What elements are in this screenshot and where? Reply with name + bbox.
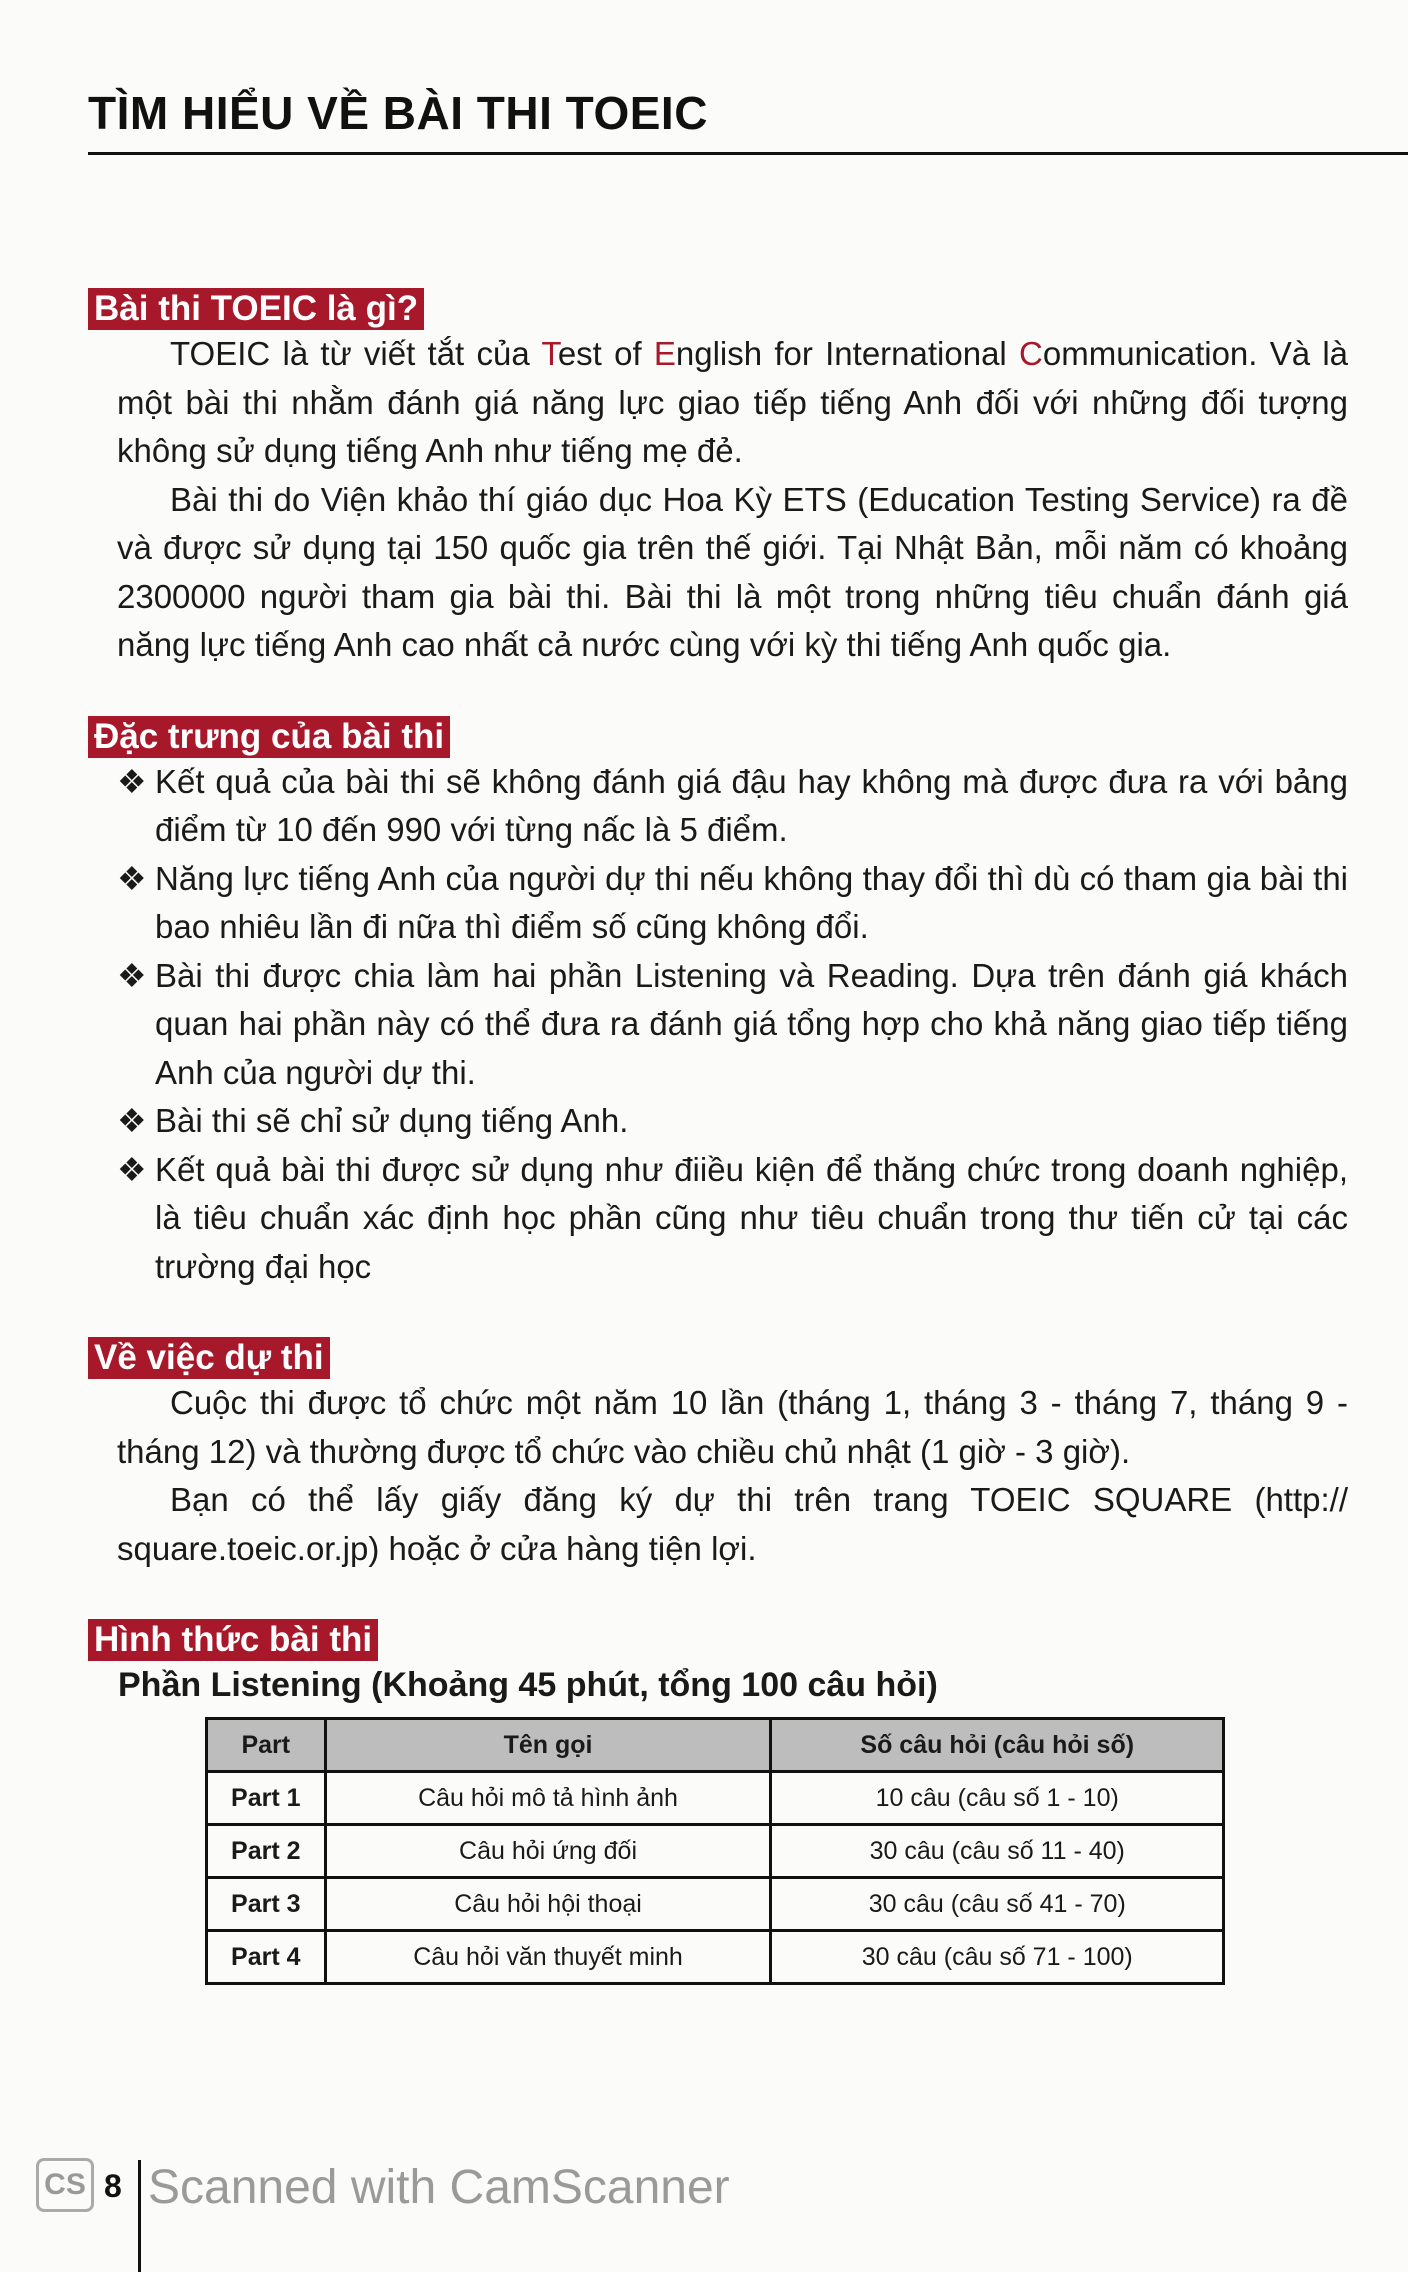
section-format [88,1619,1348,1985]
column-header: Số câu hỏi (câu hỏi số) [771,1719,1224,1772]
table-row [207,1878,1224,1931]
cell: Part 2 [207,1825,326,1878]
watermark: Scanned with CamScanner [148,2161,730,2214]
paragraph: Cuộc thi được tổ chức một năm 10 lần (tháng 1, tháng 3 - tháng 7, tháng 9 - tháng 12) và thường được tổ chức vào chiều chủ nhật (1 giờ - 3 giờ). [117,1384,1348,1470]
table-row [207,1825,1224,1878]
cell: Câu hỏi mô tả hình ảnh [325,1772,771,1825]
cell: Part 4 [207,1931,326,1984]
diamond-bullet-icon: ❖ [117,1150,147,1188]
paragraph: Bài thi do Viện khảo thí giáo dục Hoa Kỳ ETS (Education Testing Service) ra đề và được sử dụng tại 150 quốc gia trên thế giới. Tại Nhật Bản, mỗi năm có khoảng 2300000 người tham gia bài thi. Bài thi là một trong những tiêu chuẩn đánh giá năng lực tiếng Anh cao nhất cả nước cùng với kỳ thi tiếng Anh quốc gia. [117,480,1348,663]
diamond-bullet-icon: ❖ [117,859,147,897]
paragraph: TOEIC là từ viết tắt của Test of English for International Communication. Và là một bài thi nhằm đánh giá năng lực giao tiếp tiếng Anh đối với những đối tượng không sử dụng tiếng Anh như tiếng mẹ đẻ. [117,335,1348,469]
table-row [207,1931,1224,1984]
section-heading: Về việc dự thi [88,1337,330,1379]
cell: Câu hỏi văn thuyết minh [325,1931,771,1984]
cell: 10 câu (câu số 1 - 10) [771,1772,1224,1825]
bullet-item: ❖ Bài thi sẽ chỉ sử dụng tiếng Anh. [88,1097,1348,1146]
bullet-item: ❖ Năng lực tiếng Anh của người dự thi nếu không thay đổi thì dù có tham gia bài thi bao nhiêu lần đi nữa thì điểm số cũng không đổi. [88,855,1348,952]
camscanner-logo: CS [36,2158,94,2212]
section-what-is-toeic [88,288,1348,670]
page-content [88,288,1348,1985]
section-registration [88,1337,1348,1573]
bullet-item: ❖ Kết quả của bài thi sẽ không đánh giá đậu hay không mà được đưa ra với bảng điểm từ 10 đến 990 với từng nấc là 5 điểm. [88,758,1348,855]
section-heading: Đặc trưng của bài thi [88,716,450,758]
diamond-bullet-icon: ❖ [117,956,147,994]
section-features [88,716,1348,1292]
paragraph: Bạn có thể lấy giấy đăng ký dự thi trên trang TOEIC SQUARE (http:// square.toeic.or.jp) hoặc ở cửa hàng tiện lợi. [117,1481,1348,1567]
page-number: 8 [104,2168,122,2204]
table-header-row [207,1719,1224,1772]
cell: Part 1 [207,1772,326,1825]
section-heading: Bài thi TOEIC là gì? [88,288,424,330]
cell: 30 câu (câu số 71 - 100) [771,1931,1224,1984]
cell: Câu hỏi hội thoại [325,1878,771,1931]
margin-line [138,2160,141,2272]
section-heading: Hình thức bài thi [88,1619,378,1661]
column-header: Part [207,1719,326,1772]
cell: Part 3 [207,1878,326,1931]
cell: 30 câu (câu số 11 - 40) [771,1825,1224,1878]
bullet-item: ❖ Bài thi được chia làm hai phần Listening và Reading. Dựa trên đánh giá khách quan hai phần này có thể đưa ra đánh giá tổng hợp cho khả năng giao tiếp tiếng Anh của người dự thi. [88,952,1348,1098]
listening-subtitle: Phần Listening (Khoảng 45 phút, tổng 100 câu hỏi) [118,1666,938,1704]
cell: 30 câu (câu số 41 - 70) [771,1878,1224,1931]
title-divider [88,152,1408,155]
bullet-item: ❖ Kết quả bài thi được sử dụng như điiều kiện để thăng chức trong doanh nghiệp, là tiêu chuẩn xác định học phần cũng như tiêu chuẩn trong thư tiến cử tại các trường đại học [88,1146,1348,1292]
table-row [207,1772,1224,1825]
cell: Câu hỏi ứng đối [325,1825,771,1878]
listening-table [205,1717,1225,1985]
column-header: Tên gọi [325,1719,771,1772]
diamond-bullet-icon: ❖ [117,762,147,800]
page-title: TÌM HIỂU VỀ BÀI THI TOEIC [88,87,708,139]
diamond-bullet-icon: ❖ [117,1102,147,1139]
